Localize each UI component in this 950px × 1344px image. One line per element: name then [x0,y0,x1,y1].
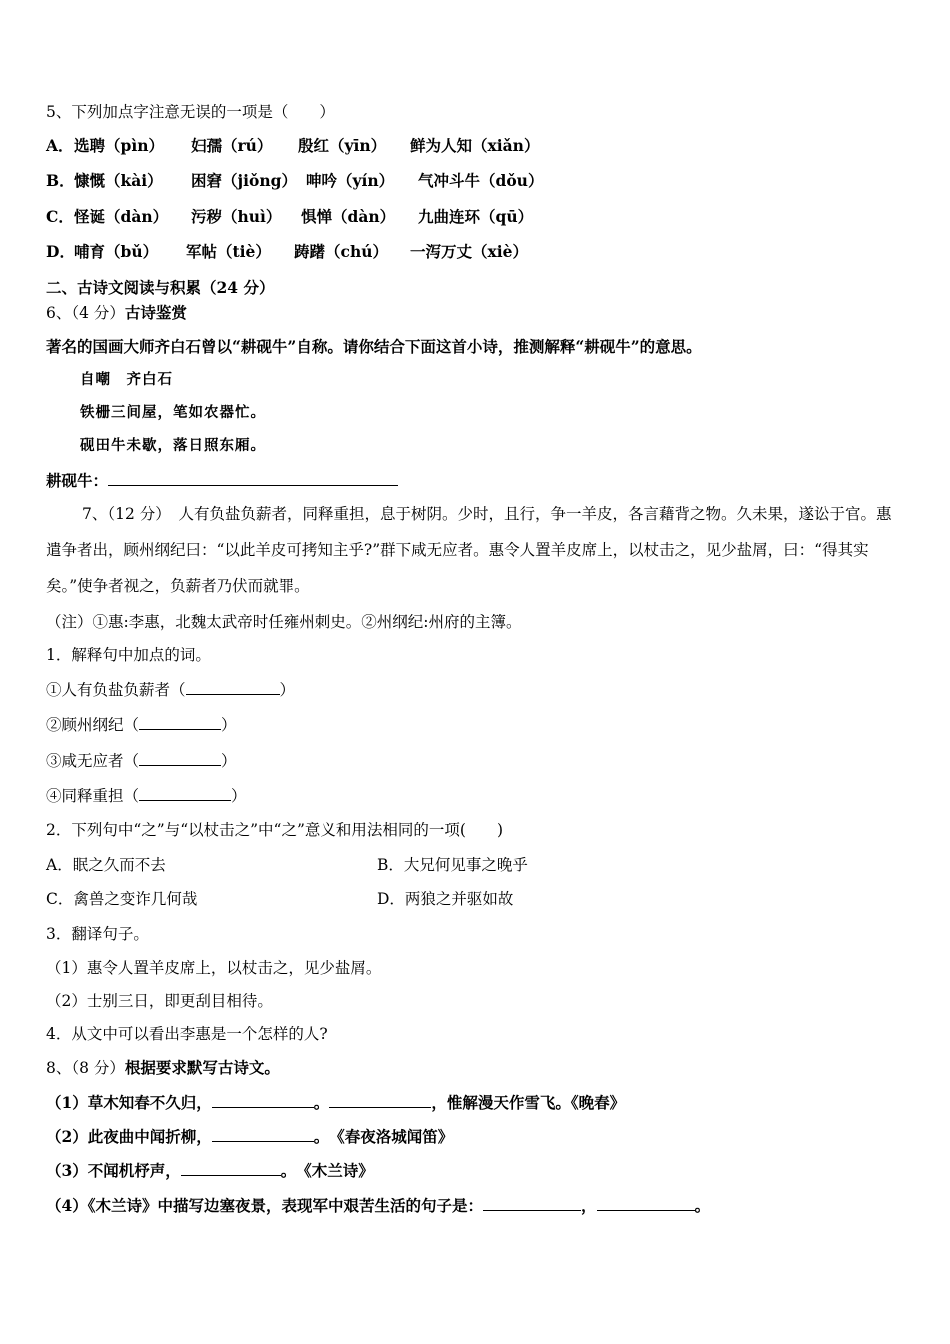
item-text: ①人有负盐负薪者（ [46,681,186,699]
q7-sub1-item-3 [46,750,237,771]
answer-blank[interactable] [181,1160,281,1176]
q8-item-2 [46,1126,453,1147]
answer-blank[interactable] [212,1126,314,1142]
item-text: （2）此夜曲中闻折柳， [46,1127,212,1146]
q6-prefix: 6、（4 分） [46,304,125,322]
q6-heading [46,303,187,323]
q7-sub3-item-1: （1）惠令人置羊皮席上，以杖击之，见少盐屑。 [46,959,382,977]
q8-item-4 [46,1195,710,1216]
q7-sub3-item-2: （2）士别三日，即更刮目相待。 [46,992,273,1010]
poem-title: 自嘲 齐白石 [80,372,173,388]
q7-sub1-item-2 [46,714,237,735]
answer-blank[interactable] [483,1195,581,1211]
q7-passage: 7、（12 分） 人有负盐负薪者，同释重担，息于树阴。少时，且行，争一羊皮，各言藉背之物。久未果，遂讼于官。惠遣争者出，顾州纲纪曰：“以此羊皮可拷知主乎?”群下咸无应者。惠令人置羊皮席上，以杖击之，见少盐屑，曰：“得其实矣。”使争者视之，负薪者乃伏而就罪。 [46,505,892,595]
q7-sub4: 4．从文中可以看出李惠是一个怎样的人? [46,1025,328,1043]
option-item: 殷红（yīn） [298,136,387,155]
answer-blank[interactable] [108,470,398,486]
answer-blank[interactable] [186,679,280,695]
item-text: 。 [313,1093,330,1112]
item-text: ） [231,787,247,805]
option-label: A． [46,136,74,155]
item-text: ） [221,752,237,770]
option-item: 困窘（jiǒng） [191,171,297,190]
q5-option-d [46,242,906,262]
q6-prompt: 著名的国画大师齐白石曾以“耕砚牛”自称。请你结合下面这首小诗，推测解释“耕砚牛”的意思。 [46,337,702,356]
item-text: 。 [694,1196,711,1215]
item-text: ②顾州纲纪（ [46,716,140,734]
q5-title: 5、下列加点字注意无误的一项是（ ） [46,103,335,121]
section-heading: 二、古诗文阅读与积累（24 分） [46,278,275,297]
q5-option-c [46,207,906,227]
q6-label: 古诗鉴赏 [124,303,187,322]
q7-sub1-item-1 [46,679,295,700]
q8-item-1 [46,1092,625,1113]
answer-blank[interactable] [139,785,231,801]
item-text: ④同释重担（ [46,787,140,805]
item-text: ） [221,716,237,734]
option-label: B． [46,171,75,190]
poem-line-1: 铁栅三间屋，笔如农器忙。 [80,405,266,421]
item-text: （1）草木知春不久归， [46,1093,212,1112]
option-item: 军帖（tiè） [186,242,271,261]
option-item: 怪诞（dàn） [74,207,169,226]
option-item: 选聘（pìn） [74,136,164,155]
q6-answer-line [46,470,398,491]
answer-blank[interactable] [139,750,221,766]
option-item: 踌躇（chú） [294,242,388,261]
q7-sub2-option-c: C．禽兽之变诈几何哉 [46,890,198,908]
option-item: 哺育（bǔ） [74,242,159,261]
answer-label: 耕砚牛： [46,471,109,490]
option-item: 气冲斗牛（dǒu） [418,171,544,190]
option-item: 妇孺（rú） [191,136,273,155]
option-item: 鲜为人知（xiǎn） [410,136,540,155]
q8-prefix: 8、（8 分） [46,1059,125,1077]
item-text: ，惟解漫天作雪飞。《晚春》 [431,1093,626,1112]
q7-sub1-item-4 [46,785,247,806]
q7-sub2-option-b: B．大兄何见事之晚乎 [377,856,528,874]
q8-title: 根据要求默写古诗文。 [124,1058,280,1077]
answer-blank[interactable] [139,714,221,730]
q7-sub2-option-a: A．眠之久而不去 [46,856,166,874]
q8-item-3 [46,1160,374,1181]
item-text: 。 《春夜洛城闻笛》 [313,1127,454,1146]
answer-blank[interactable] [597,1195,695,1211]
option-item: 污秽（huì） [191,207,282,226]
q8-heading [46,1058,280,1078]
item-text: （4）《木兰诗》中描写边塞夜景，表现军中艰苦生活的句子是： [46,1196,484,1215]
item-text: 。 《木兰诗》 [280,1161,374,1180]
option-item: 一泻万丈（xiè） [410,242,528,261]
item-text: （3）不闻机杼声， [46,1161,181,1180]
item-text: ③咸无应者（ [46,752,140,770]
answer-blank[interactable] [212,1092,314,1108]
item-text: ） [279,681,296,699]
option-label: D． [46,242,75,261]
q7-note: （注）①惠:李惠，北魏太武帝时任雍州刺史。②州纲纪:州府的主簿。 [46,613,522,631]
q7-sub3: 3．翻译句子。 [46,925,149,943]
q7-sub2-option-d: D．两狼之并驱如故 [377,890,514,908]
answer-blank[interactable] [329,1092,431,1108]
q7-sub1: 1．解释句中加点的词。 [46,646,211,664]
option-item: 九曲连环（qū） [418,207,534,226]
option-item: 慷慨（kài） [74,171,163,190]
item-text: ， [581,1196,597,1215]
q7-sub2: 2．下列句中“之”与“以杖击之”中“之”意义和用法相同的一项( ) [46,821,504,839]
q5-option-a [46,136,906,156]
option-item: 呻吟（yín） [306,171,395,190]
option-item: 惧惮（dàn） [301,207,396,226]
option-label: C． [46,207,74,226]
q5-option-b [46,171,906,191]
poem-line-2: 砚田牛未歇，落日照东厢。 [80,438,266,454]
